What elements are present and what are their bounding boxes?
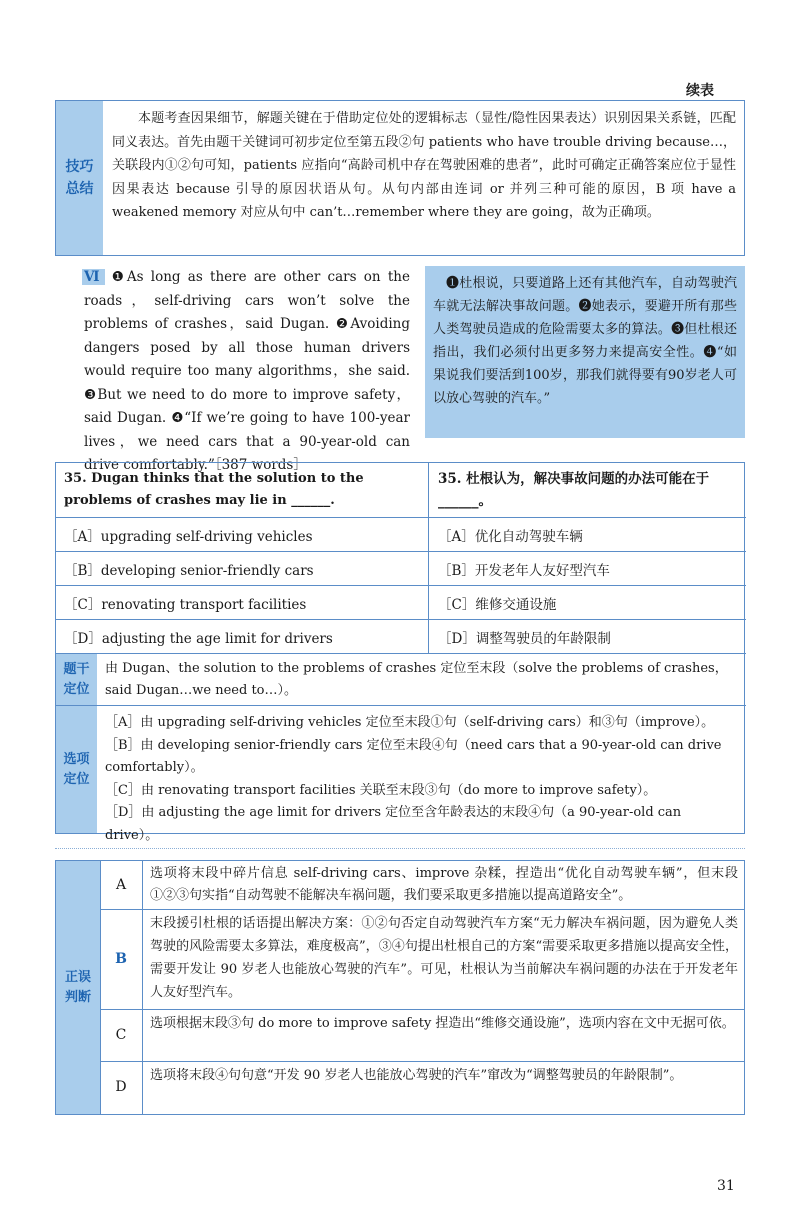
judgement-text-b: 末段援引杜根的话语提出解决方案：①②句否定自动驾驶汽车方案“无力解决车祸问题，因为避免人类驾驶的风险需要太多算法，难度极高”，③④句提出杜根自己的方案“需要采取更多措施以提高安全性，需要开发让 90 岁老人也能放心驾驶的汽车”。可见，杜根认为当前解决车祸问题的办法在于开发老年人友好型汽车。 (150, 916, 738, 1000)
option-locate-text (105, 712, 737, 847)
stem-locate-label-line1: 题干 (63, 661, 90, 677)
passage-chinese-box (425, 266, 745, 438)
page-number: 31 (717, 1178, 735, 1194)
skill-summary-text: 本题考查因果细节，解题关键在于借助定位处的逻辑标志（显性/隐性因果表达）识别因果关系链，匹配同义表达。首先由题干关键词可初步定位至第五段②句 patients who have trouble driving because…，关联段内①②句可知，patients 应指向“高龄司机中存在驾驶困难的患者”，此时可确定正确答案应位于显性因果表达 because 引导的原因状语从句。从句内部由连词 or 并列三种可能的原因，B 项 have a weakened memory 对应从句中 can’t…remember where they are going，故为正确项。 (112, 111, 736, 220)
judgement-row-a (100, 861, 744, 910)
skill-summary-box (55, 100, 745, 256)
judgement-row-b (100, 909, 744, 1010)
option-c-zh: ［C］维修交通设施 (438, 596, 557, 613)
continued-label: 续表 (686, 83, 714, 99)
passage-chinese-text: ❶杜根说，只要道路上还有其他汽车，自动驾驶汽车就无法解决事故问题。❷她表示，要避开所有那些人类驾驶员造成的危险需要太多的算法。❸但杜根还指出，我们必须付出更多努力来提高安全性。❹“如果说我们要活到100岁，那我们就得要有90岁老人可以放心驾驶的汽车。” (433, 276, 737, 406)
option-locate-label (56, 706, 97, 833)
option-locate-label-line2: 定位 (63, 771, 90, 787)
passage-english (84, 266, 410, 478)
stem-locate-label-line2: 定位 (63, 681, 90, 697)
question-table (55, 462, 745, 843)
judgement-text-a: 选项将末段中碎片信息 self-driving cars、improve 杂糅，捏造出“优化自动驾驶车辆”，但末段①②③句实指“自动驾驶不能解决车祸问题，我们要采取更多措施以提高道路安全”。 (150, 866, 738, 903)
judgement-text-c: 选项根据末段③句 do more to improve safety 捏造出“维修交通设施”，选项内容在文中无据可依。 (150, 1016, 735, 1031)
stem-locate-text: 由 Dugan、the solution to the problems of crashes 定位至末段（solve the problems of crashes，said Dugan…we need to…）。 (105, 660, 728, 698)
option-d-zh: ［D］调整驾驶员的年龄限制 (438, 630, 611, 647)
stem-locate-label (56, 654, 97, 705)
judgement-row-c (100, 1009, 744, 1062)
option-locate-row (56, 706, 743, 843)
judgement-label-line2: 判断 (64, 989, 91, 1005)
judgement-letter-a: A (115, 877, 127, 893)
option-c-en: ［C］renovating transport facilities (64, 596, 307, 613)
option-b-en: ［B］developing senior-friendly cars (64, 562, 314, 579)
section-divider (55, 848, 745, 849)
option-a-zh: ［A］优化自动驾驶车辆 (438, 528, 583, 545)
option-row-b (56, 552, 746, 586)
option-d-en: ［D］adjusting the age limit for drivers (64, 630, 333, 647)
stem-locate-row (56, 654, 746, 706)
option-locate-line-c: ［C］由 renovating transport facilities 关联至末段③句（do more to improve safety）。 (105, 782, 657, 798)
paragraph-marker: Ⅵ (84, 269, 103, 285)
skill-summary-label-line1: 技巧 (65, 159, 94, 175)
option-locate-line-d: ［D］由 adjusting the age limit for drivers 定位至含年龄表达的末段④句（a 90-year-old can drive）。 (105, 805, 682, 843)
passage-english-text: ❶As long as there are other cars on the roads，self-driving cars won’t solve the problems of crashes，said Dugan. ❷Avoiding dangers posed by all those human drivers would require too many algorithms，she said. ❸But we need to do more to improve safety，said Dugan. ❹“If we’re going to have 100-year lives，we need cars that a 90-year-old can drive comfortably.”［387 words］ (84, 269, 410, 473)
skill-summary-label-line2: 总结 (65, 181, 94, 197)
judgement-letter-b: B (115, 951, 127, 967)
judgement-label-line1: 正误 (64, 969, 91, 985)
option-row-a (56, 518, 746, 552)
judgement-text-d: 选项将末段④句句意“开发 90 岁老人也能放心驾驶的汽车”窜改为“调整驾驶员的年龄限制”。 (150, 1068, 683, 1083)
judgement-label (56, 861, 100, 1114)
question-stem-row (56, 463, 746, 518)
option-locate-line-a: ［A］由 upgrading self-driving vehicles 定位至末段①句（self-driving cars）和③句（improve）。 (105, 715, 715, 730)
judgement-row-d (100, 1061, 744, 1113)
option-locate-label-line1: 选项 (63, 751, 90, 767)
judgement-letter-c: C (115, 1027, 127, 1043)
judgement-table (55, 860, 745, 1115)
option-row-c (56, 586, 746, 620)
question-stem-en: 35. Dugan thinks that the solution to the problems of crashes may lie in ______. (64, 471, 364, 508)
option-b-zh: ［B］开发老年人友好型汽车 (438, 562, 610, 579)
option-locate-line-b: ［B］由 developing senior-friendly cars 定位至末段④句（need cars that a 90-year-old can drive comfortably）。 (105, 737, 722, 775)
skill-summary-label (56, 101, 103, 255)
option-a-en: ［A］upgrading self-driving vehicles (64, 528, 313, 545)
option-row-d (56, 620, 746, 654)
question-stem-zh: 35. 杜根认为，解决事故问题的办法可能在于______。 (438, 471, 710, 509)
judgement-letter-d: D (115, 1079, 127, 1095)
